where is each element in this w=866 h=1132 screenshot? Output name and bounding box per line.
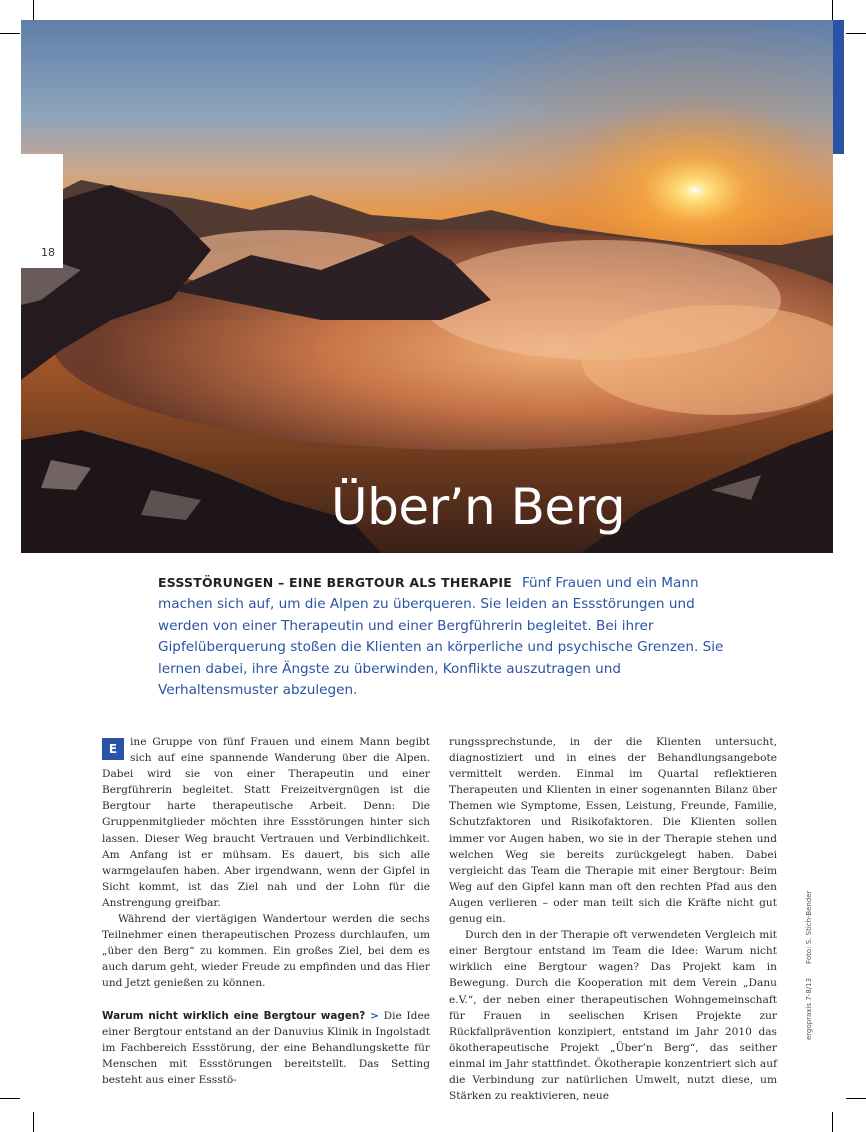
section-subhead: Warum nicht wirklich eine Bergtour wagen? — [102, 1009, 366, 1022]
crop-mark — [832, 0, 833, 20]
body-column-left — [102, 734, 430, 1088]
body-column-right — [449, 734, 777, 1104]
hero-image — [21, 20, 833, 553]
mountain-sunset-photo — [21, 20, 833, 553]
body-paragraph — [102, 1008, 430, 1088]
crop-mark — [832, 1112, 833, 1132]
crop-mark — [846, 33, 866, 34]
body-paragraph: rungssprechstunde, in der die Klienten untersucht, diagnostiziert und in eines der Behandlungsangebote vermittelt werden. Einmal im Quartal reflektieren Therapeuten und Klienten in einer sogenannten Bilanz über Themen wie Symptome, Essen, Leistung, Freunde, Familie, Schutzfaktoren und Risikofaktoren. Die Klienten sollen immer vor Augen haben, wo sie in der Therapie stehen und welchen Weg sie bereits zurückgelegt haben. Dabei vergleicht das Team die Therapie mit einer Bergtour: Beim Weg auf den Gipfel kann man oft den rechten Pfad aus den Augen verlieren – oder man teilt sich die Kräfte nicht gut genug ein. — [449, 736, 777, 926]
crop-mark — [0, 33, 20, 34]
intro-kicker: ESSSTÖRUNGEN – EINE BERGTOUR ALS THERAPIE — [158, 575, 512, 590]
body-paragraph: Während der viertägigen Wandertour werden die sechs Teilnehmer einen therapeutischen Prozess durchlaufen, um „über den Berg“ zu kommen. Ein großes Ziel, bei dem es auch darum geht, wieder Freude zu empfinden und das Hier und Jetzt genießen zu können. — [102, 913, 430, 990]
page-number: 18 — [41, 246, 55, 259]
paragraph-text: Die Idee einer Bergtour entstand an der Danuvius Klinik in Ingolstadt im Fachbereich Essstörung, der eine Behandlungskette für Menschen mit Essstörungen bereitstellt. Das Setting besteht aus einer Essstö- — [102, 1009, 431, 1086]
article-title: Über’n Berg — [331, 478, 626, 536]
crop-mark — [846, 1098, 866, 1099]
journal-issue: ergopraxis 7-8/13 — [805, 977, 813, 1040]
crop-mark — [33, 1112, 34, 1132]
body-paragraph — [102, 734, 430, 911]
paragraph-text: ine Gruppe von fünf Frauen und einem Mann begibt sich auf eine spannende Wanderung über die Alpen. Dabei wird sie von einer Therapeutin und einer Bergführerin begleitet. Statt Freizeitvergnügen ist die Bergtour harte therapeutische Arbeit. Denn: Die Gruppenmitglieder möchten ihre Essstörungen hinter sich lassen. Dieser Weg braucht Vertrauen und Verbindlichkeit. Am Anfang ist er mühsam. Es dauert, bis sich alle warmgelaufen haben. Aber irgendwann, wenn der Gipfel in Sicht kommt, ist das Ziel nah und der Lohn für die Anstrengung greifbar. — [102, 736, 430, 909]
blue-tab-right — [833, 20, 844, 154]
sidebar-vertical-text — [805, 877, 813, 1041]
crop-mark — [0, 1098, 20, 1099]
arrow-icon: > — [370, 1009, 379, 1022]
intro-text: Fünf Frauen und ein Mann machen sich auf, um die Alpen zu überqueren. Sie leiden an Essstörungen und werden von einer Therapeutin und einer Bergführerin begleitet. Bei ihrer Gipfelüberquerung stoßen die Klienten an körperliche und psychische Grenzen. Sie lernen dabei, ihre Ängste zu überwinden, Konflikte auszutragen und Verhaltensmuster abzulegen. — [158, 575, 724, 699]
intro-paragraph — [158, 572, 738, 701]
crop-mark — [33, 0, 34, 20]
body-paragraph: Durch den in der Therapie oft verwendeten Vergleich mit einer Bergtour entstand im Team die Idee: Warum nicht wirklich eine Bergtour wagen? Das Projekt kam in Bewegung. Durch die Kooperation mit dem Verein „Danu e.V.“, der neben einer therapeutischen Wohngemeinschaft für Frauen in seelischen Krisen Projekte zur Rückfallprävention konzipiert, entstand im Jahr 2010 das ökotherapeutische Projekt „Über’n Berg“, das seither einmal im Jahr stattfindet. Ökotherapie konzentriert sich auf die Verbindung zur natürlichen Umwelt, nutzt diese, um Stärken zu reaktivieren, neue — [449, 929, 777, 1103]
dropcap: E — [102, 738, 124, 760]
photo-credit: Foto: S. Stich-Bender — [805, 890, 813, 964]
